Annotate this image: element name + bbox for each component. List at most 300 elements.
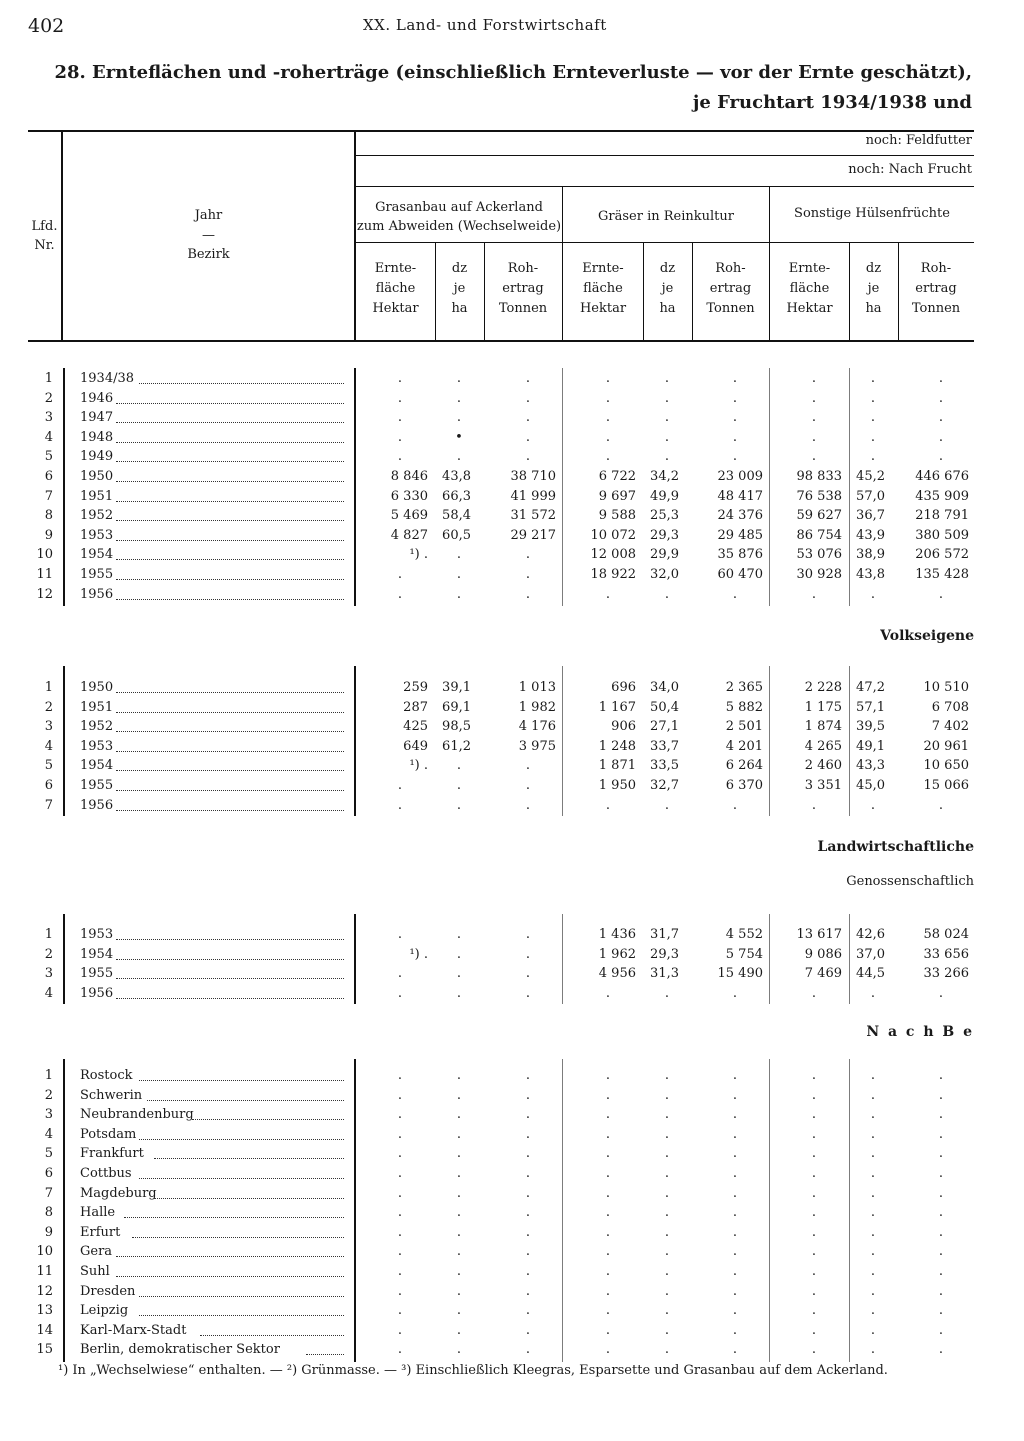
row-value: . bbox=[525, 1205, 531, 1221]
dot-leader bbox=[116, 501, 344, 502]
subheader-line: Tonnen bbox=[911, 301, 961, 316]
row-value: 58,4 bbox=[442, 508, 471, 524]
subheader-line: ertrag bbox=[915, 281, 957, 296]
row-value: 3 975 bbox=[518, 738, 556, 754]
row-number: 9 bbox=[44, 1224, 53, 1240]
row-value: . bbox=[664, 1205, 670, 1221]
dot-leader bbox=[147, 1100, 344, 1101]
row-value: . bbox=[605, 1166, 611, 1181]
row-value: . bbox=[938, 1068, 944, 1083]
row-value: 20 961 bbox=[923, 738, 969, 754]
row-label: 1954 bbox=[80, 547, 114, 563]
row-value: . bbox=[525, 1146, 531, 1162]
row-value: . bbox=[525, 567, 531, 582]
dot-leader bbox=[116, 751, 344, 752]
row-label: 1954 bbox=[80, 946, 114, 962]
row-value: . bbox=[605, 371, 611, 386]
row-value: . bbox=[456, 1107, 462, 1123]
row-value: 57,0 bbox=[856, 488, 885, 504]
row-label: 1949 bbox=[80, 449, 114, 465]
row-value: 1 436 bbox=[598, 927, 636, 942]
row-value: 36,7 bbox=[856, 508, 885, 524]
row-value: 31,3 bbox=[650, 966, 679, 982]
dot-leader bbox=[116, 520, 344, 521]
row-number: 13 bbox=[36, 1303, 53, 1319]
row-value: ¹) . bbox=[409, 946, 428, 962]
row-value: 49,1 bbox=[856, 738, 885, 754]
row-value: . bbox=[664, 1146, 670, 1162]
row-value: . bbox=[870, 390, 876, 406]
row-number: 12 bbox=[36, 586, 53, 602]
row-value: 2 365 bbox=[725, 680, 763, 695]
row-value: 5 882 bbox=[725, 699, 763, 715]
row-value: . bbox=[456, 1068, 462, 1083]
row-value: . bbox=[525, 1264, 531, 1279]
row-value: 33,5 bbox=[650, 758, 679, 774]
row-number: 12 bbox=[36, 1283, 53, 1299]
row-value: 1 962 bbox=[598, 946, 636, 962]
row-value: . bbox=[664, 1126, 670, 1142]
row-number: 1 bbox=[44, 1068, 53, 1083]
dot-leader bbox=[116, 998, 344, 999]
group-grasanbau-line2: zum Abweiden (Wechselweide) bbox=[356, 219, 562, 234]
row-value: 18 922 bbox=[590, 567, 636, 582]
row-value: . bbox=[456, 797, 462, 813]
row-value: . bbox=[397, 778, 403, 793]
row-label: 1948 bbox=[80, 429, 114, 445]
row-value: . bbox=[664, 1107, 670, 1123]
row-value: . bbox=[525, 1185, 531, 1201]
row-value: . bbox=[456, 927, 462, 942]
row-value: 43,8 bbox=[442, 469, 471, 484]
row-label: 1952 bbox=[80, 719, 114, 735]
row-value: . bbox=[664, 1224, 670, 1240]
row-value: 43,3 bbox=[856, 758, 885, 774]
row-value: . bbox=[938, 410, 944, 426]
row-value: 696 bbox=[611, 680, 636, 695]
row-value: . bbox=[938, 371, 944, 386]
row-value: . bbox=[870, 449, 876, 465]
row-label: 1947 bbox=[80, 410, 114, 426]
row-value: 15 066 bbox=[923, 778, 969, 793]
row-label: Suhl bbox=[80, 1264, 110, 1279]
row-value: 24 376 bbox=[717, 508, 763, 524]
row-value: . bbox=[938, 1322, 944, 1338]
row-value: . bbox=[397, 1166, 403, 1181]
row-value: 32,0 bbox=[650, 567, 679, 582]
row-value: . bbox=[525, 1107, 531, 1123]
row-value: . bbox=[525, 547, 531, 563]
row-value: 57,1 bbox=[856, 699, 885, 715]
row-value: . bbox=[664, 429, 670, 445]
row-value: . bbox=[397, 1107, 403, 1123]
row-value: 60,5 bbox=[442, 527, 471, 543]
row-value: . bbox=[870, 1303, 876, 1319]
dot-leader bbox=[200, 1335, 344, 1336]
row-number: 10 bbox=[36, 547, 53, 563]
row-value: 259 bbox=[403, 680, 428, 695]
row-value: 43,8 bbox=[856, 567, 885, 582]
row-value: 41 999 bbox=[510, 488, 556, 504]
row-value: 7 402 bbox=[931, 719, 969, 735]
row-value: . bbox=[456, 1224, 462, 1240]
row-label: 1956 bbox=[80, 797, 114, 813]
subheader-line: Roh- bbox=[715, 261, 746, 276]
row-value: 9 086 bbox=[804, 946, 842, 962]
row-value: . bbox=[605, 985, 611, 1001]
footnote: ¹) In „Wechselwiese“ enthalten. — ²) Grünmasse. — ³) Einschließlich Kleegras, Esparsette und Grasanbau auf dem Ackerland. bbox=[58, 1363, 888, 1378]
row-number: 1 bbox=[44, 371, 53, 386]
row-value: . bbox=[605, 1224, 611, 1240]
row-value: . bbox=[397, 1068, 403, 1083]
row-value: . bbox=[811, 1342, 817, 1358]
row-value: 39,1 bbox=[442, 680, 471, 695]
row-label: 1951 bbox=[80, 699, 114, 715]
row-value: . bbox=[938, 1342, 944, 1358]
row-value: . bbox=[605, 429, 611, 445]
row-value: . bbox=[525, 449, 531, 465]
row-value: . bbox=[525, 1322, 531, 1338]
row-value: 15 490 bbox=[717, 966, 763, 982]
subheader-flaeche-g1 bbox=[356, 259, 435, 319]
row-number: 6 bbox=[44, 778, 53, 793]
row-label: Schwerin bbox=[80, 1087, 143, 1103]
dot-leader bbox=[116, 559, 344, 560]
row-value: 446 676 bbox=[915, 469, 969, 484]
subheader-line: Roh- bbox=[920, 261, 952, 276]
subheader-line: Ernte- bbox=[788, 261, 831, 276]
row-value: . bbox=[456, 371, 462, 386]
row-value: 31 572 bbox=[510, 508, 556, 524]
subheader-line: dz bbox=[865, 261, 882, 276]
row-value: . bbox=[397, 1264, 403, 1279]
row-value: . bbox=[525, 1244, 531, 1260]
group-huelsenfruechte: Sonstige Hülsenfrüchte bbox=[794, 206, 950, 221]
row-value: . bbox=[397, 390, 403, 406]
feldfutter-rule bbox=[356, 155, 974, 156]
row-value: 29 217 bbox=[510, 527, 556, 543]
row-label: 1953 bbox=[80, 927, 114, 942]
row-value: 4 827 bbox=[390, 527, 428, 543]
subheader-line: Hektar bbox=[372, 301, 419, 316]
row-value: . bbox=[732, 1126, 738, 1142]
row-value: . bbox=[732, 1224, 738, 1240]
row-value: 39,5 bbox=[856, 719, 885, 735]
row-value: . bbox=[938, 1126, 944, 1142]
body-group-rule bbox=[849, 914, 850, 1004]
dot-leader bbox=[139, 1296, 344, 1297]
dot-leader bbox=[154, 1158, 344, 1159]
dot-leader bbox=[116, 978, 344, 979]
subheader-ertrag-g1 bbox=[484, 259, 562, 319]
row-value: 49,9 bbox=[650, 488, 679, 504]
row-value: . bbox=[605, 1244, 611, 1260]
row-value: 58 024 bbox=[923, 927, 969, 942]
row-value: . bbox=[664, 1264, 670, 1279]
row-value: 1 013 bbox=[518, 680, 556, 695]
row-value: . bbox=[605, 449, 611, 465]
dot-leader bbox=[116, 731, 344, 732]
dot-leader bbox=[116, 810, 344, 811]
group-graeser: Gräser in Reinkultur bbox=[598, 209, 734, 224]
row-value: 25,3 bbox=[650, 508, 679, 524]
row-value: . bbox=[870, 1342, 876, 1358]
row-value: . bbox=[456, 1303, 462, 1319]
row-value: . bbox=[664, 1087, 670, 1103]
row-value: 1 871 bbox=[598, 758, 636, 774]
row-value: . bbox=[870, 1126, 876, 1142]
row-value: 9 588 bbox=[598, 508, 636, 524]
row-value: . bbox=[525, 797, 531, 813]
row-value: . bbox=[732, 1146, 738, 1162]
row-value: . bbox=[397, 1303, 403, 1319]
row-label: Leipzig bbox=[80, 1303, 129, 1319]
row-value: . bbox=[525, 1224, 531, 1240]
row-value: 43,9 bbox=[856, 527, 885, 543]
row-value: . bbox=[870, 1146, 876, 1162]
row-value: . bbox=[605, 1303, 611, 1319]
dot-leader bbox=[116, 1276, 344, 1277]
row-value: 5 754 bbox=[725, 946, 763, 962]
section-column-rule bbox=[63, 914, 65, 1004]
row-number: 2 bbox=[44, 946, 53, 962]
dot-leader bbox=[116, 442, 344, 443]
row-value: . bbox=[811, 390, 817, 406]
row-number: 7 bbox=[44, 1185, 53, 1201]
row-number: 1 bbox=[44, 927, 53, 942]
row-label: 1956 bbox=[80, 985, 114, 1001]
row-value: . bbox=[811, 1087, 817, 1103]
row-value: . bbox=[870, 1087, 876, 1103]
body-group-rule bbox=[562, 914, 563, 1004]
row-value: 1 950 bbox=[598, 778, 636, 793]
row-label: 1955 bbox=[80, 567, 114, 582]
row-value: . bbox=[870, 1166, 876, 1181]
row-value: . bbox=[605, 1068, 611, 1083]
row-value: . bbox=[938, 1146, 944, 1162]
row-value: 60 470 bbox=[717, 567, 763, 582]
row-label: 1946 bbox=[80, 390, 114, 406]
subheader-line: dz bbox=[659, 261, 676, 276]
jahr-header: Jahr bbox=[194, 208, 223, 223]
row-value: 45,0 bbox=[856, 778, 885, 793]
group-grasanbau-line1: Grasanbau auf Ackerland bbox=[375, 200, 543, 215]
row-value: . bbox=[456, 1126, 462, 1142]
row-value: . bbox=[732, 1303, 738, 1319]
section-subheading: Genossenschaftlich bbox=[846, 874, 974, 889]
row-number: 2 bbox=[44, 1087, 53, 1103]
row-value: . bbox=[870, 1244, 876, 1260]
row-value: 47,2 bbox=[856, 680, 885, 695]
row-value: . bbox=[732, 1087, 738, 1103]
row-value: . bbox=[456, 547, 462, 563]
row-value: . bbox=[605, 797, 611, 813]
body-group-rule bbox=[769, 1059, 770, 1362]
row-value: . bbox=[397, 586, 403, 602]
row-value: . bbox=[811, 1068, 817, 1083]
row-value: . bbox=[870, 1205, 876, 1221]
row-value: . bbox=[397, 1146, 403, 1162]
row-number: 4 bbox=[44, 738, 53, 754]
row-value: . bbox=[811, 1264, 817, 1279]
group-grasanbau bbox=[356, 198, 562, 236]
row-number: 2 bbox=[44, 699, 53, 715]
row-value: . bbox=[870, 429, 876, 445]
row-value: 31,7 bbox=[650, 927, 679, 942]
row-value: . bbox=[525, 985, 531, 1001]
row-value: 135 428 bbox=[915, 567, 969, 582]
table-top-rule bbox=[28, 130, 974, 132]
row-number: 5 bbox=[44, 758, 53, 774]
row-value: 4 956 bbox=[598, 966, 636, 982]
row-value: . bbox=[732, 1166, 738, 1181]
row-value: . bbox=[456, 410, 462, 426]
row-value: 53 076 bbox=[796, 547, 842, 563]
row-value: . bbox=[732, 410, 738, 426]
row-value: . bbox=[938, 429, 944, 445]
row-value: . bbox=[870, 1185, 876, 1201]
row-value: 29,3 bbox=[650, 946, 679, 962]
dot-leader bbox=[192, 1119, 344, 1120]
row-value: . bbox=[525, 758, 531, 774]
row-number: 3 bbox=[44, 1107, 53, 1123]
row-value: . bbox=[525, 927, 531, 942]
row-value: 4 265 bbox=[804, 738, 842, 754]
row-value: . bbox=[397, 1283, 403, 1299]
row-value: . bbox=[732, 371, 738, 386]
row-value: 48 417 bbox=[717, 488, 763, 504]
row-label: 1953 bbox=[80, 738, 114, 754]
dot-leader bbox=[139, 1178, 344, 1179]
row-value: . bbox=[732, 1283, 738, 1299]
subheader-line: Roh- bbox=[507, 261, 539, 276]
row-value: . bbox=[811, 1166, 817, 1181]
row-value: . bbox=[605, 1322, 611, 1338]
dot-leader bbox=[124, 1217, 344, 1218]
row-value: . bbox=[525, 1283, 531, 1299]
section-heading: Landwirtschaftliche bbox=[817, 839, 974, 855]
row-label: 1953 bbox=[80, 527, 114, 543]
dot-leader bbox=[116, 692, 344, 693]
subheader-line: ertrag bbox=[709, 281, 752, 296]
row-value: . bbox=[664, 449, 670, 465]
subheader-line: fläche bbox=[789, 281, 830, 296]
subheader-line: Hektar bbox=[579, 301, 627, 316]
row-value: 3 351 bbox=[804, 778, 842, 793]
dot-leader bbox=[139, 1315, 344, 1316]
row-value: . bbox=[870, 586, 876, 602]
section-column-rule bbox=[63, 666, 65, 816]
row-value: . bbox=[870, 1107, 876, 1123]
row-value: 2 460 bbox=[804, 758, 842, 774]
row-value: 9 697 bbox=[598, 488, 636, 504]
noch-nach-frucht: noch: Nach Frucht bbox=[848, 162, 972, 177]
row-value: . bbox=[525, 1303, 531, 1319]
dot-leader bbox=[116, 403, 344, 404]
row-value: . bbox=[664, 1283, 670, 1299]
row-value: . bbox=[664, 586, 670, 602]
row-value: . bbox=[938, 390, 944, 406]
row-value: 66,3 bbox=[442, 488, 471, 504]
row-value: . bbox=[811, 985, 817, 1001]
row-value: . bbox=[811, 429, 817, 445]
row-value: . bbox=[938, 1264, 944, 1279]
row-value: . bbox=[525, 946, 531, 962]
row-value: 425 bbox=[403, 719, 428, 735]
row-value: 13 617 bbox=[796, 927, 842, 942]
subheader-dz-je-ha-g1 bbox=[435, 259, 484, 319]
row-value: . bbox=[732, 985, 738, 1001]
row-value: . bbox=[525, 410, 531, 426]
row-value: . bbox=[397, 371, 403, 386]
row-value: 29,3 bbox=[650, 527, 679, 543]
row-value: . bbox=[605, 1283, 611, 1299]
lfd-header: Lfd. bbox=[31, 219, 58, 234]
body-group-rule bbox=[769, 666, 770, 816]
body-group-rule bbox=[562, 368, 563, 606]
row-value: . bbox=[525, 586, 531, 602]
frucht-rule bbox=[356, 186, 974, 187]
row-value: 906 bbox=[611, 719, 636, 735]
dot-leader bbox=[116, 939, 344, 940]
subheader-dz-je-ha-g2 bbox=[643, 259, 692, 319]
row-value: 42,6 bbox=[856, 927, 885, 942]
row-number: 11 bbox=[36, 567, 53, 582]
row-value: 1 874 bbox=[804, 719, 842, 735]
row-number: 3 bbox=[44, 719, 53, 735]
row-value: 6 330 bbox=[390, 488, 428, 504]
dot-leader bbox=[116, 599, 344, 600]
subheader-line: fläche bbox=[375, 281, 416, 296]
subheader-dz-je-ha-g3 bbox=[849, 259, 898, 319]
row-label: 1955 bbox=[80, 778, 114, 793]
row-value: . bbox=[456, 1244, 462, 1260]
page-number: 402 bbox=[28, 15, 65, 37]
row-value: 287 bbox=[403, 699, 428, 715]
row-value: . bbox=[456, 1087, 462, 1103]
dot-leader bbox=[116, 422, 344, 423]
row-value: 29,9 bbox=[650, 547, 679, 563]
row-value: . bbox=[732, 1342, 738, 1358]
row-value: . bbox=[605, 410, 611, 426]
row-label: Erfurt bbox=[80, 1224, 121, 1240]
row-label: 1934/38 bbox=[80, 371, 135, 386]
row-value: . bbox=[870, 1283, 876, 1299]
row-value: 27,1 bbox=[650, 719, 679, 735]
row-value: . bbox=[456, 1264, 462, 1279]
subheader-line: Tonnen bbox=[498, 301, 548, 316]
subheader-ertrag-g2 bbox=[692, 259, 769, 319]
row-number: 5 bbox=[44, 1146, 53, 1162]
row-value: 32,7 bbox=[650, 778, 679, 793]
dot-leader bbox=[116, 790, 344, 791]
body-group-rule bbox=[849, 1059, 850, 1362]
row-value: ¹) . bbox=[409, 758, 428, 774]
row-value: . bbox=[938, 1185, 944, 1201]
row-value: . bbox=[456, 567, 462, 582]
row-value: . bbox=[456, 966, 462, 982]
dot-leader bbox=[154, 1198, 344, 1199]
row-label: Magdeburg bbox=[80, 1185, 157, 1201]
body-group-rule bbox=[562, 666, 563, 816]
row-value: . bbox=[456, 1283, 462, 1299]
row-label: 1952 bbox=[80, 508, 114, 524]
row-value: 33 656 bbox=[923, 946, 969, 962]
row-value: . bbox=[870, 1264, 876, 1279]
row-label: Rostock bbox=[80, 1068, 133, 1083]
row-value: . bbox=[938, 797, 944, 813]
row-value: 380 509 bbox=[915, 527, 969, 543]
